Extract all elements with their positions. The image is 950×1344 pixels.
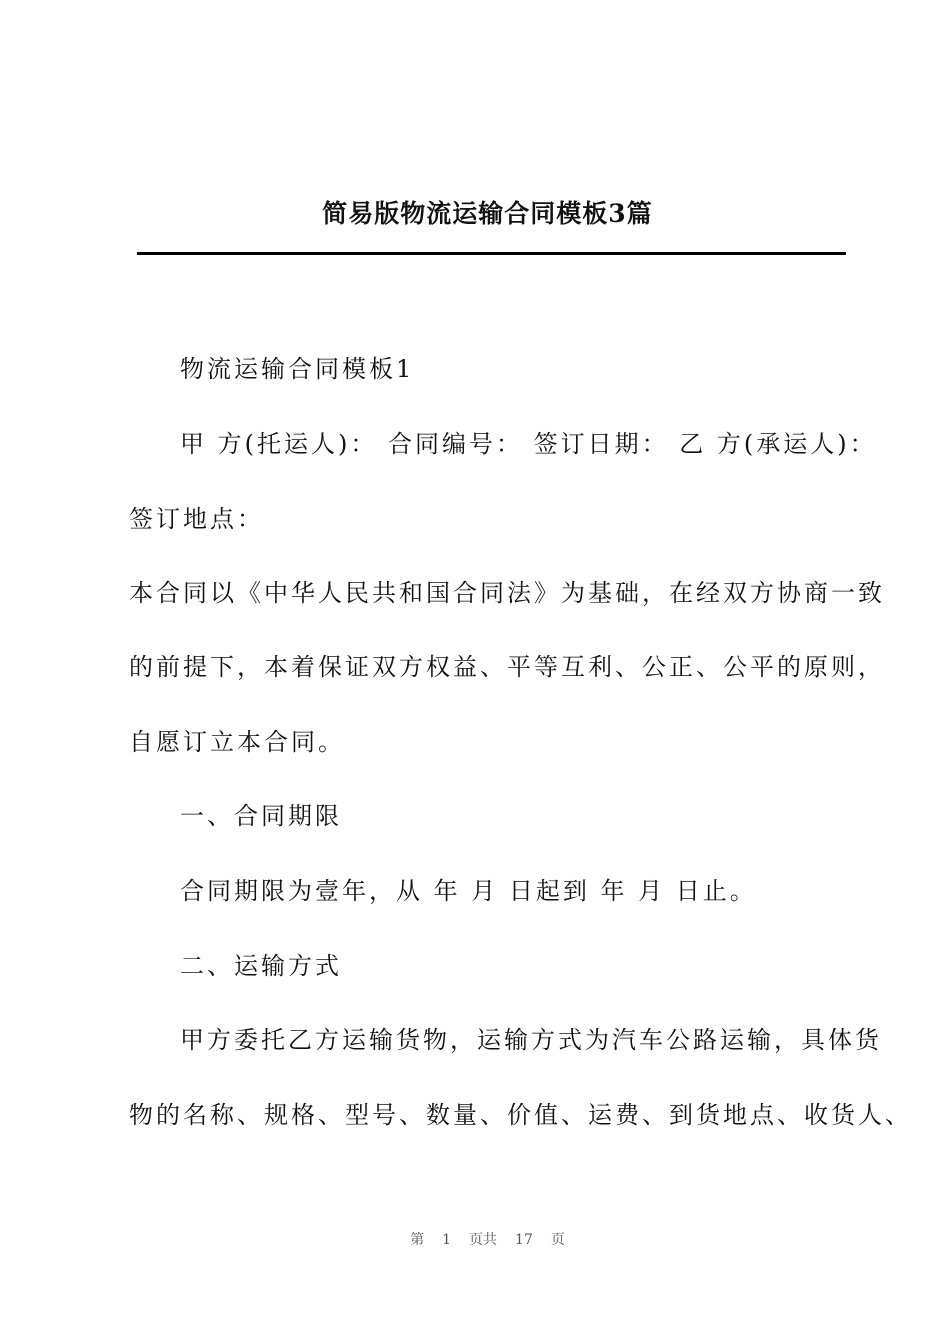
body-paragraph-line: 本合同以《中华人民共和国合同法》为基础，在经双方协商一致 <box>129 579 885 607</box>
section-heading-contract-term: 一、合同期限 <box>180 802 342 830</box>
body-paragraph-line: 自愿订立本合同。 <box>129 728 345 756</box>
title-underline <box>137 252 846 255</box>
transport-paragraph-line: 物的名称、规格、型号、数量、价值、运费、到货地点、收货人、 <box>129 1101 912 1129</box>
page-footer <box>0 1230 950 1250</box>
footer-suffix: 页 <box>550 1232 565 1248</box>
document-title: 简易版物流运输合同模板3篇 <box>322 199 653 228</box>
section-heading-transport-method: 二、运输方式 <box>180 952 342 980</box>
footer-current-page: 1 <box>442 1232 452 1248</box>
section-heading-template-1: 物流运输合同模板1 <box>180 355 415 383</box>
signing-location-line: 签订地点： <box>129 505 264 533</box>
contract-term-line: 合同期限为壹年，从 年 月 日起到 年 月 日止。 <box>180 877 757 905</box>
transport-paragraph-line: 甲方委托乙方运输货物，运输方式为汽车公路运输，具体货 <box>180 1026 882 1054</box>
parties-line: 甲 方(托运人)： 合同编号： 签订日期： 乙 方(承运人)： <box>180 430 877 458</box>
body-paragraph-line: 的前提下，本着保证双方权益、平等互利、公正、公平的原则， <box>129 653 885 681</box>
footer-total-pages: 17 <box>515 1232 533 1248</box>
footer-middle: 页共 <box>469 1232 498 1248</box>
footer-prefix: 第 <box>410 1232 425 1248</box>
